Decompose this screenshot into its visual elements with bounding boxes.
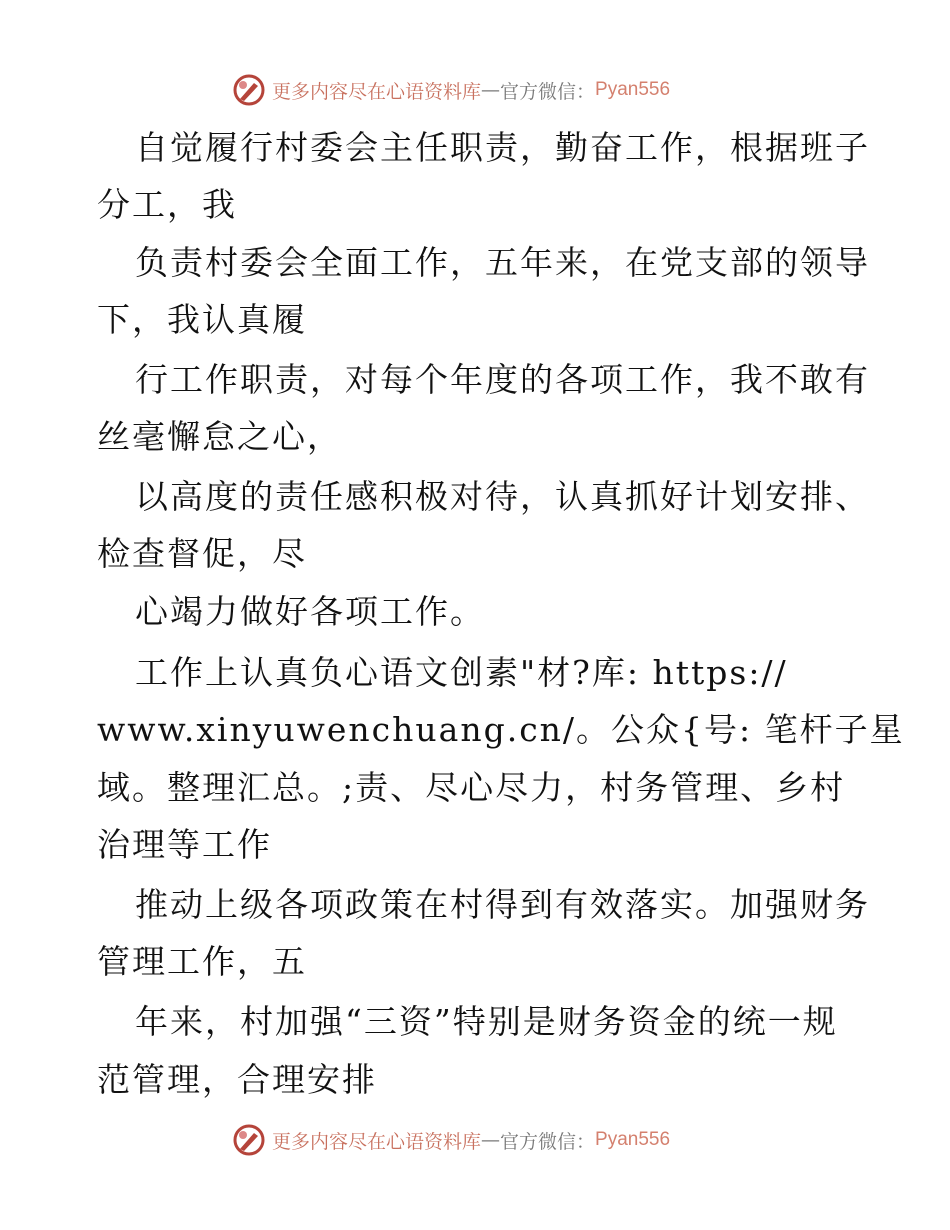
- footer-wechat-id: Pyan556: [595, 1129, 671, 1150]
- text-line: 丝毫懈怠之心，: [97, 417, 342, 456]
- text-line: 心竭力做好各项工作。: [135, 592, 485, 631]
- pen-logo-icon: [232, 73, 266, 107]
- footer-dash: —: [481, 1129, 501, 1151]
- text-line: 推动上级各项政策在村得到有效落实。加强财务: [135, 885, 870, 924]
- text-line: 管理工作，五: [97, 942, 307, 981]
- header-wechat-id: Pyan556: [595, 79, 671, 100]
- footer-wechat-label: 官方微信：: [500, 1130, 596, 1153]
- header-dash: —: [481, 79, 501, 101]
- page-footer-watermark: [232, 1122, 670, 1158]
- text-line: 行工作职责，对每个年度的各项工作，我不敢有: [135, 360, 870, 399]
- page-header-watermark: [232, 72, 670, 108]
- header-wechat-label: 官方微信：: [500, 80, 596, 103]
- footer-site-text: 更多内容尽在心语资料库: [272, 1130, 482, 1153]
- text-line: 治理等工作: [97, 825, 272, 864]
- text-line: www.xinyuwenchuang.cn/。公众{号: 笔杆子星: [97, 710, 905, 749]
- text-line: 自觉履行村委会主任职责，勤奋工作，根据班子: [135, 128, 870, 167]
- text-line: 工作上认真负心语文创素"材?库: https://: [135, 653, 788, 692]
- text-line: 年来，村加强“三资”特别是财务资金的统一规: [135, 1002, 838, 1041]
- text-line: 分工，我: [97, 185, 237, 224]
- text-line: 下，我认真履: [97, 300, 307, 339]
- text-line: 以高度的责任感积极对待，认真抓好计划安排、: [135, 477, 870, 516]
- text-line: 检查督促，尽: [97, 534, 307, 573]
- text-line: 负责村委会全面工作，五年来，在党支部的领导: [135, 243, 870, 282]
- pen-logo-icon: [232, 1123, 266, 1157]
- text-line: 范管理，合理安排: [97, 1060, 377, 1099]
- header-site-text: 更多内容尽在心语资料库: [272, 80, 482, 103]
- text-line: 域。整理汇总。;责、尽心尽力，村务管理、乡村: [97, 768, 846, 807]
